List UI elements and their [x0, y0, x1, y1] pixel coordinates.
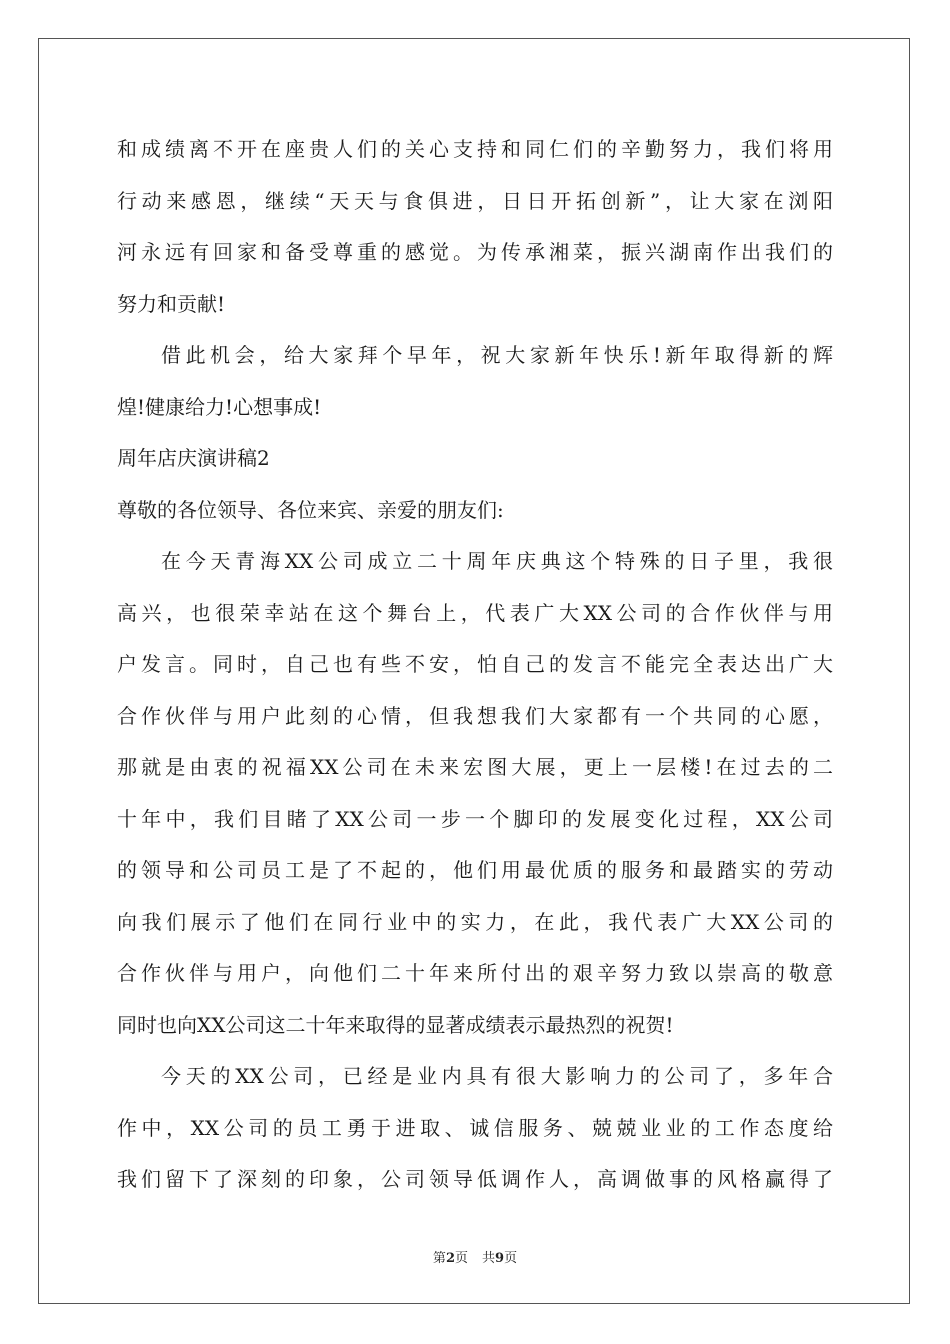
- total-prefix: 共: [482, 1251, 496, 1266]
- text-line: 和成绩离不开在座贵人们的关心支持和同仁们的辛勤努力，我们将用: [117, 137, 833, 161]
- text-line: 的领导和公司员工是了不起的，他们用最优质的服务和最踏实的劳动: [117, 858, 833, 882]
- page-prefix: 第: [432, 1251, 446, 1266]
- text-line: 煌!健康给力!心想事成!: [117, 394, 322, 419]
- text-line: 合作伙伴与用户此刻的心情，但我想我们大家都有一个共同的心愿，: [117, 703, 833, 728]
- page-footer: [0, 1247, 950, 1266]
- page-number: 2: [445, 1251, 455, 1266]
- text-line: 户发言。同时，自己也有些不安，怕自己的发言不能完全表达出广大: [117, 652, 833, 676]
- text-line: 作中，XX公司的员工勇于进取、诚信服务、兢兢业业的工作态度给: [117, 1115, 833, 1140]
- text-line: 十年中，我们目睹了XX公司一步一个脚印的发展变化过程，XX公司: [117, 806, 833, 831]
- page-suffix: 页: [454, 1251, 468, 1266]
- text-line: 河永远有回家和备受尊重的感觉。为传承湘菜，振兴湖南作出我们的: [117, 240, 833, 264]
- document-body: [117, 124, 833, 1206]
- text-line: 努力和贡献!: [117, 291, 226, 316]
- text-line: 行动来感恩，继续“天天与食俱进，日日开拓创新”，让大家在浏阳: [117, 188, 833, 213]
- text-line: 高兴，也很荣幸站在这个舞台上，代表广大XX公司的合作伙伴与用: [117, 600, 833, 625]
- paragraph-start-line: 借此机会，给大家拜个早年，祝大家新年快乐!新年取得新的辉: [161, 343, 833, 367]
- text-line: 向我们展示了他们在同行业中的实力，在此，我代表广大XX公司的: [117, 909, 833, 934]
- paragraph-start-line: 今天的XX公司，已经是业内具有很大影响力的公司了，多年合: [161, 1064, 833, 1088]
- text-line: 我们留下了深刻的印象，公司领导低调作人，高调做事的风格赢得了: [117, 1167, 833, 1191]
- text-line: 同时也向XX公司这二十年来取得的显著成绩表示最热烈的祝贺!: [117, 1012, 674, 1037]
- paragraph-start-line: 在今天青海XX公司成立二十周年庆典这个特殊的日子里，我很: [161, 549, 833, 573]
- text-line: 合作伙伴与用户，向他们二十年来所付出的艰辛努力致以崇高的敬意: [117, 961, 833, 985]
- total-pages: 9: [495, 1251, 505, 1266]
- text-line: 那就是由衷的祝福XX公司在未来宏图大展，更上一层楼!在过去的二: [117, 755, 833, 779]
- total-suffix: 页: [504, 1251, 518, 1266]
- salutation: 尊敬的各位领导、各位来宾、亲爱的朋友们:: [117, 497, 504, 522]
- section-title: 周年店庆演讲稿2: [117, 446, 270, 470]
